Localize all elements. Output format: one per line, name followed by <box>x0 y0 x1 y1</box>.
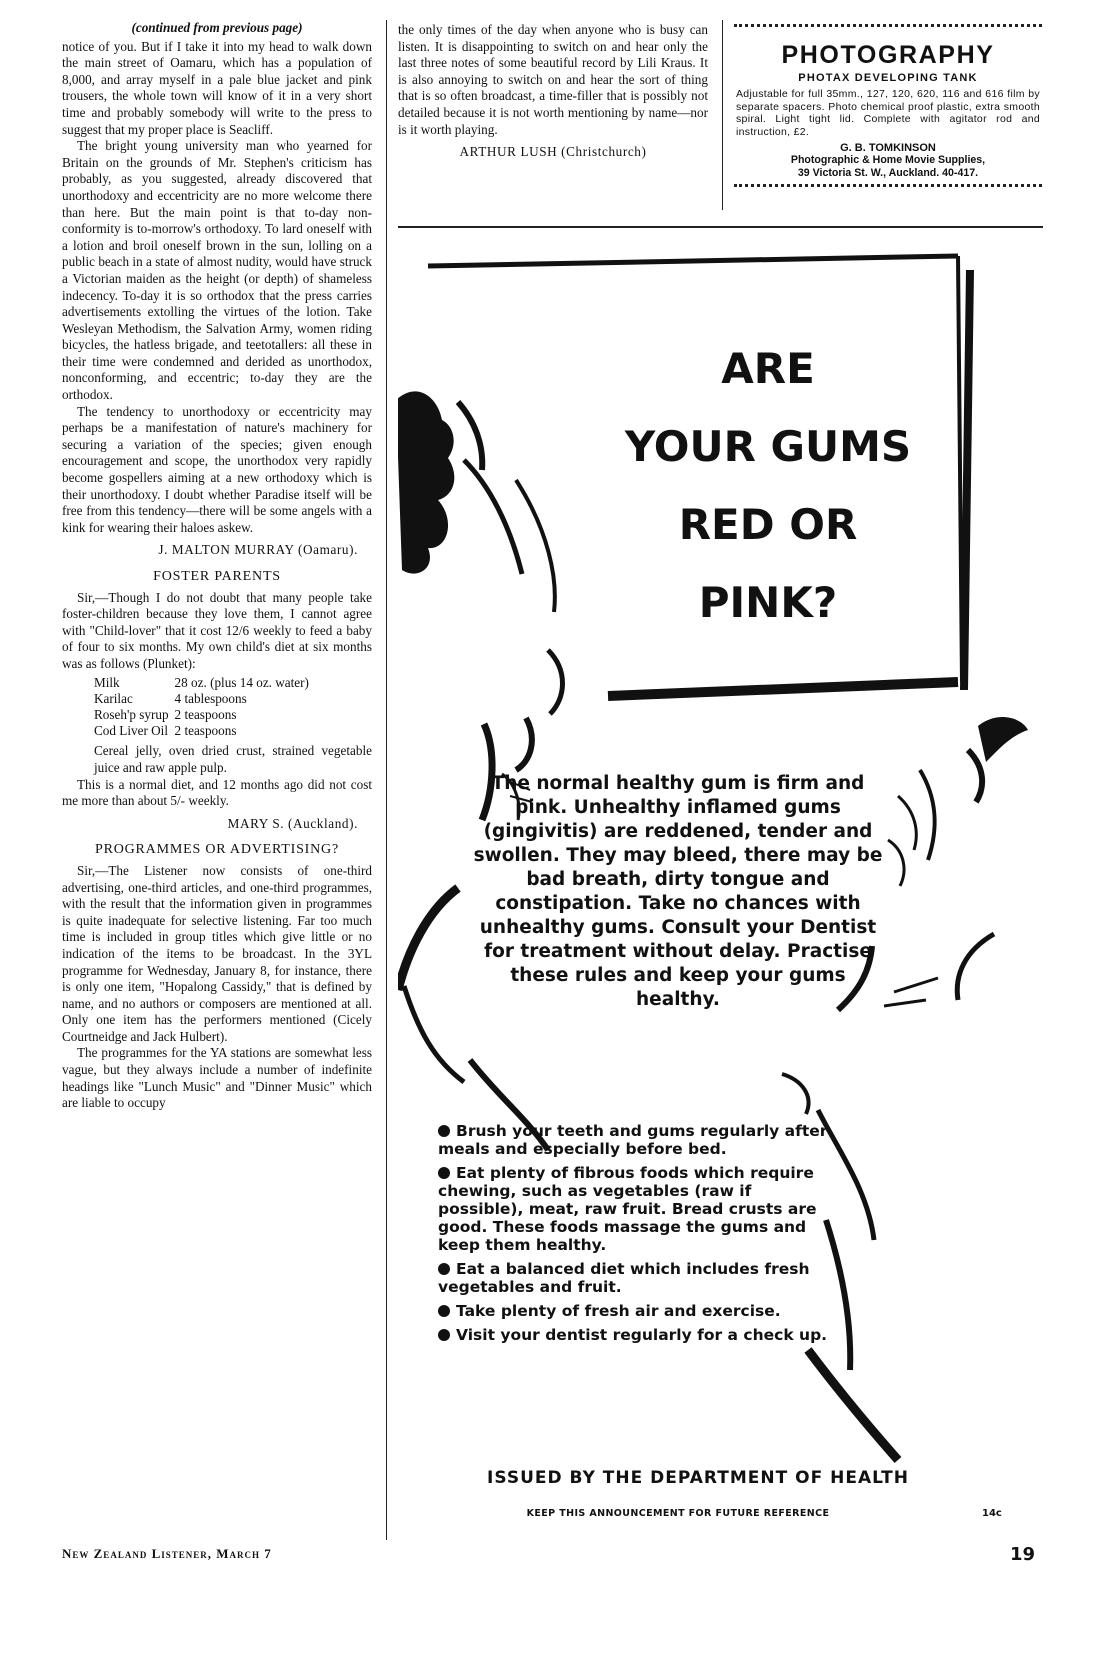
letter-paragraph: Sir,—The Listener now consists of one-third advertising, one-third articles, and one-third programmes, with the result that the information given in programmes is quite inadequate for selective listening. Far too much time is included in group titles which give little or no indication of the items to be broadcast. In the 3YL programme for Wednesday, January 8, for instance, there is only one item, "Hopalong Cassidy," that is defined by name, and no authors or composers are mentioned at all. Only one item has the performers mentioned (Cicely Courtneidge and Jack Hulbert). <box>62 862 372 1044</box>
diet-item: Roseh'p syrup <box>94 706 169 722</box>
column-divider <box>386 20 387 1540</box>
letter-paragraph: The bright young university man who yearned for Britain on the grounds of Mr. Stephen's criticism has probably, as you suggested, already discovered that unorthodoxy and eccentricity are no more welcome there than here. But the main point is that to-day non-conformity is to-morrow's orthodoxy. To lard oneself with a lotion and broil oneself brown in the sun, lolling on a public beach in a state of almost nudity, would have struck a Victorian maiden as the height (or depth) of shameless indecency. To-day it is so orthodox that the press carries advertisements extolling the virtues of the lotion. Take Wesleyan Methodism, the Salvation Army, women riding bicycles, the hatless brigade, and teetotallers: all these in their time were condemned and derided as unorthodox, nonconforming, and eccentric; to-day they are the orthodox. <box>62 138 372 403</box>
bullet-icon <box>438 1263 450 1275</box>
rule-text: Take plenty of fresh air and exercise. <box>456 1302 781 1320</box>
diet-amount: 4 tablespoons <box>174 690 247 706</box>
diet-amount: 28 oz. (plus 14 oz. water) <box>174 674 309 690</box>
continued-note: (continued from previous page) <box>131 20 303 35</box>
letter-heading-programmes: PROGRAMMES OR ADVERTISING? <box>95 842 339 858</box>
bullet-icon <box>438 1167 450 1179</box>
photo-ad-subtitle: PHOTAX DEVELOPING TANK <box>798 72 978 84</box>
photo-ad-body: Adjustable for full 35mm., 127, 120, 620, 116 and 616 film by separate spacers. Photo chemical proof plastic, extra smooth spiral. Light tight lid. Complete with agitator rod and instruction, £2. <box>736 88 1040 138</box>
issued-by: ISSUED BY THE DEPARTMENT OF HEALTH <box>487 1468 909 1488</box>
headline-line: PINK? <box>698 578 838 627</box>
rule-text: Eat plenty of fibrous foods which require chewing, such as vegetables (raw if possible), meat, raw fruit. Bread crusts are good. These foods massage the gums and keep them healthy. <box>438 1164 817 1254</box>
headline-line: ARE <box>721 344 815 393</box>
rule-text: Eat a balanced diet which includes fresh vegetables and fruit. <box>438 1260 810 1296</box>
publication-footer: New Zealand Listener, March 7 <box>62 1546 272 1561</box>
page-number: 19 <box>1010 1544 1036 1565</box>
photo-ad-seller: G. B. TOMKINSON <box>840 142 936 154</box>
dotted-border <box>734 184 1042 191</box>
letter-paragraph: the only times of the day when anyone who is busy can listen. It is disappointing to switch on and hear only the last three notes of some beautiful record by Lili Kraus. It is also annoying to switch on and hear the sort of thing that is so often broadcast, a time-filler that is possibly not detailed because it is not worth mentioning by name—nor is it worth playing. <box>398 22 708 137</box>
photography-ad <box>734 20 1042 210</box>
photo-ad-title: PHOTOGRAPHY <box>781 41 995 69</box>
left-column <box>62 20 372 1112</box>
ad-body: The normal healthy gum is firm and pink. Unhealthy inflamed gums (gingivitis) are reddened, tender and swollen. They may bleed, there may be bad breath, dirty tongue and constipation. Take no chances with unhealthy gums. Consult your Dentist for treatment without delay. Practise these rules and keep your gums healthy. <box>473 773 883 1010</box>
rule-item <box>438 1260 838 1296</box>
diet-item: Karilac <box>94 690 133 706</box>
diet-item: Milk <box>94 674 120 690</box>
bullet-icon <box>438 1125 450 1137</box>
letter-heading-foster-parents: FOSTER PARENTS <box>153 569 281 584</box>
rule-item <box>438 1302 838 1320</box>
diet-row <box>94 691 315 707</box>
rule-text: Visit your dentist regularly for a check up. <box>456 1326 828 1344</box>
diet-row <box>94 675 315 691</box>
keep-note: KEEP THIS ANNOUNCEMENT FOR FUTURE REFERENCE <box>526 1508 830 1519</box>
ad-rules-list <box>438 1122 838 1350</box>
letter-paragraph: The tendency to unorthodoxy or eccentricity may perhaps be a manifestation of nature's machinery for securing a variation of the species; given enough encouragement and scope, the unorthodox very rapidly become gospellers aiming at a new orthodoxy which is their unorthodoxy. I doubt whether Paradise itself will be free from this tendency—there will be some angels with a kink for wearing their haloes askew. <box>62 403 372 535</box>
diet-table <box>94 675 315 740</box>
diet-item: Cod Liver Oil <box>94 723 168 739</box>
middle-column <box>398 22 708 161</box>
ad-code: 14c <box>982 1508 1002 1519</box>
headline-line: RED OR <box>678 500 858 549</box>
section-rule <box>398 226 1043 228</box>
letter-signature: J. MALTON MURRAY (Oamaru). <box>158 542 358 558</box>
column-divider <box>722 20 723 210</box>
diet-row <box>94 707 315 723</box>
bullet-icon <box>438 1329 450 1341</box>
photo-ad-address: 39 Victoria St. W., Auckland. 40-417. <box>797 166 979 179</box>
letter-signature: MARY S. (Auckland). <box>227 815 358 831</box>
letter-signature: ARTHUR LUSH (Christchurch) <box>459 144 647 160</box>
dotted-border <box>734 24 1042 31</box>
rule-item <box>438 1326 838 1344</box>
dental-health-ad <box>398 230 1043 1540</box>
diet-amount: 2 teaspoons <box>174 723 237 739</box>
letter-paragraph: This is a normal diet, and 12 months ago did not cost me more than about 5/- weekly. <box>62 776 372 809</box>
rule-text: Brush your teeth and gums regularly after meals and especially before bed. <box>438 1122 828 1158</box>
letter-paragraph: The programmes for the YA stations are somewhat less vague, but they always include a number of indefinite headings like "Lunch Music" and "Dinner Music" which are liable to occupy <box>62 1045 372 1111</box>
ad-headline <box>568 330 968 642</box>
diet-row <box>94 723 315 739</box>
rule-item <box>438 1122 838 1158</box>
rule-item <box>438 1164 838 1254</box>
diet-extra: Cereal jelly, oven dried crust, strained vegetable juice and raw apple pulp. <box>94 743 372 775</box>
bullet-icon <box>438 1305 450 1317</box>
headline-line: YOUR GUMS <box>624 422 912 471</box>
letter-paragraph: notice of you. But if I take it into my head to walk down the main street of Oamaru, which has a population of 8,000, and array myself in a pale blue jacket and pink trousers, the whole town will know of it in a very short time and probably somebody will write to the press to suggest that my proper place is Seacliff. <box>62 38 372 137</box>
photo-ad-address: Photographic & Home Movie Supplies, <box>790 154 986 166</box>
letter-paragraph: Sir,—Though I do not doubt that many people take foster-children because they love them, I cannot agree with "Child-lover" that it cost 12/6 weekly to feed a baby of four to six months. My own child's diet at six months was as follows (Plunket): <box>62 589 372 671</box>
diet-amount: 2 teaspoons <box>174 706 237 722</box>
